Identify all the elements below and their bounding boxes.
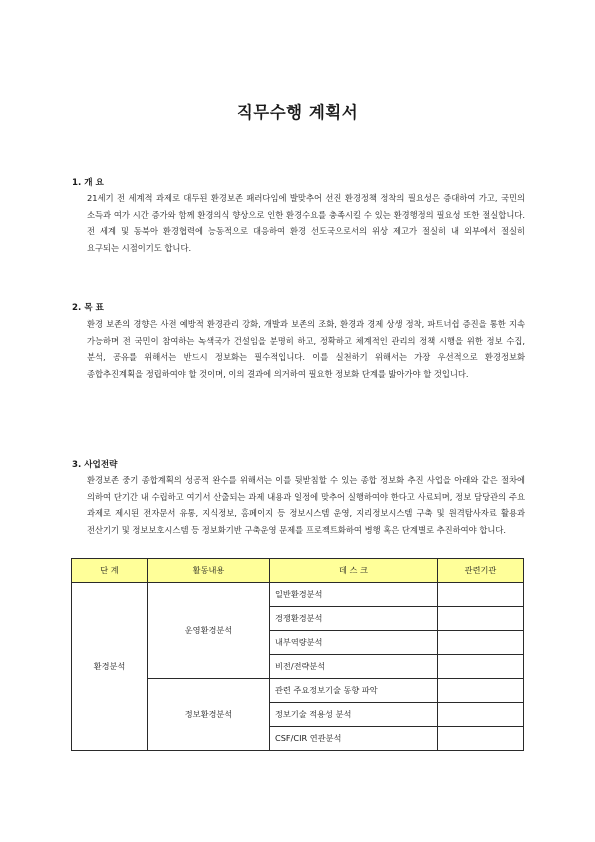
desk-cell: 경쟁환경분석 bbox=[270, 607, 438, 631]
related-org-cell bbox=[438, 655, 524, 679]
section-body-overview: 21세기 전 세계적 과제로 대두된 환경보존 패러다임에 발맞추어 선진 환경정책 정착의 필요성은 증대하여 가고, 국민의 소득과 여가 시간 증가와 함께 환경의식 향상으로 인한 환경수요를 충족시킬 수 있는 환경행정의 필요성 또한 절실합니다. 전 세계 및 동북아 환경협력에 능동적으로 대응하여 환경 선도국으로서의 위상 제고가 절실히 내 외부에서 절실히 요구되는 시점이기도 합니다. bbox=[87, 193, 525, 253]
related-org-cell bbox=[438, 679, 524, 703]
desk-cell: 내부역량분석 bbox=[270, 631, 438, 655]
desk-cell: 관련 주요정보기술 동향 파악 bbox=[270, 679, 438, 703]
related-org-cell bbox=[438, 727, 524, 751]
stage-cell: 환경분석 bbox=[72, 583, 148, 751]
column-header-related-org: 관련기관 bbox=[438, 559, 524, 583]
desk-cell: 정보기술 적용성 분석 bbox=[270, 703, 438, 727]
related-org-cell bbox=[438, 631, 524, 655]
related-org-cell bbox=[438, 703, 524, 727]
table-header-row bbox=[72, 559, 524, 583]
task-table bbox=[71, 558, 524, 751]
section-body-strategy: 환경보존 중기 종합계획의 성공적 완수를 위해서는 이를 뒷받침할 수 있는 종합 정보화 추진 사업을 아래와 같은 절차에 의하여 단기간 내 수립하고 여기서 산출되는 과제 내용과 일정에 맞추어 실행하여야 한다고 사료되며, 정보 담당관의 주요 과제로 제시된 전자문서 유통, 지식정보, 홈페이지 등 정보시스템 운영, 지리정보시스템 구축 및 원격탐사자료 활용과 전산기기 및 정보보호시스템 등 정보화기반 구축운영 문제를 프로젝트화하여 병행 혹은 단계별로 추진하여야 합니다. bbox=[87, 475, 525, 535]
column-header-activity: 활동내용 bbox=[148, 559, 270, 583]
section-body-goal: 환경 보존의 경향은 사전 예방적 환경관리 강화, 개발과 보존의 조화, 환경과 경제 상생 정착, 파트너쉽 증진을 통한 지속 가능하며 전 국민이 참여하는 녹색국가 건설임을 분명히 하고, 정확하고 체계적인 관리의 정책 시행을 위한 정보 수집, 분석, 공유를 위해서는 반드시 정보화는 필수적입니다. 이를 실천하기 위해서는 가장 우선적으로 환경정보화 종합추진계획을 정립하여야 할 것이며, 이의 결과에 의거하여 필요한 정보화 단계를 밟아가야 할 것입니다. bbox=[87, 319, 525, 379]
table-row bbox=[72, 583, 524, 607]
section-heading-overview: 1. 개 요 bbox=[72, 178, 104, 188]
related-org-cell bbox=[438, 607, 524, 631]
desk-cell: CSF/CIR 연관분석 bbox=[270, 727, 438, 751]
page-title: 직무수행 계획서 bbox=[236, 103, 359, 122]
desk-cell: 일반환경분석 bbox=[270, 583, 438, 607]
desk-cell: 비전/전략분석 bbox=[270, 655, 438, 679]
column-header-stage: 단 계 bbox=[72, 559, 148, 583]
section-heading-strategy: 3. 사업전략 bbox=[72, 460, 118, 470]
section-heading-goal: 2. 목 표 bbox=[72, 303, 104, 313]
related-org-cell bbox=[438, 583, 524, 607]
activity-cell: 운영환경분석 bbox=[148, 583, 270, 679]
column-header-desk: 데 스 크 bbox=[270, 559, 438, 583]
activity-cell: 정보환경분석 bbox=[148, 679, 270, 751]
